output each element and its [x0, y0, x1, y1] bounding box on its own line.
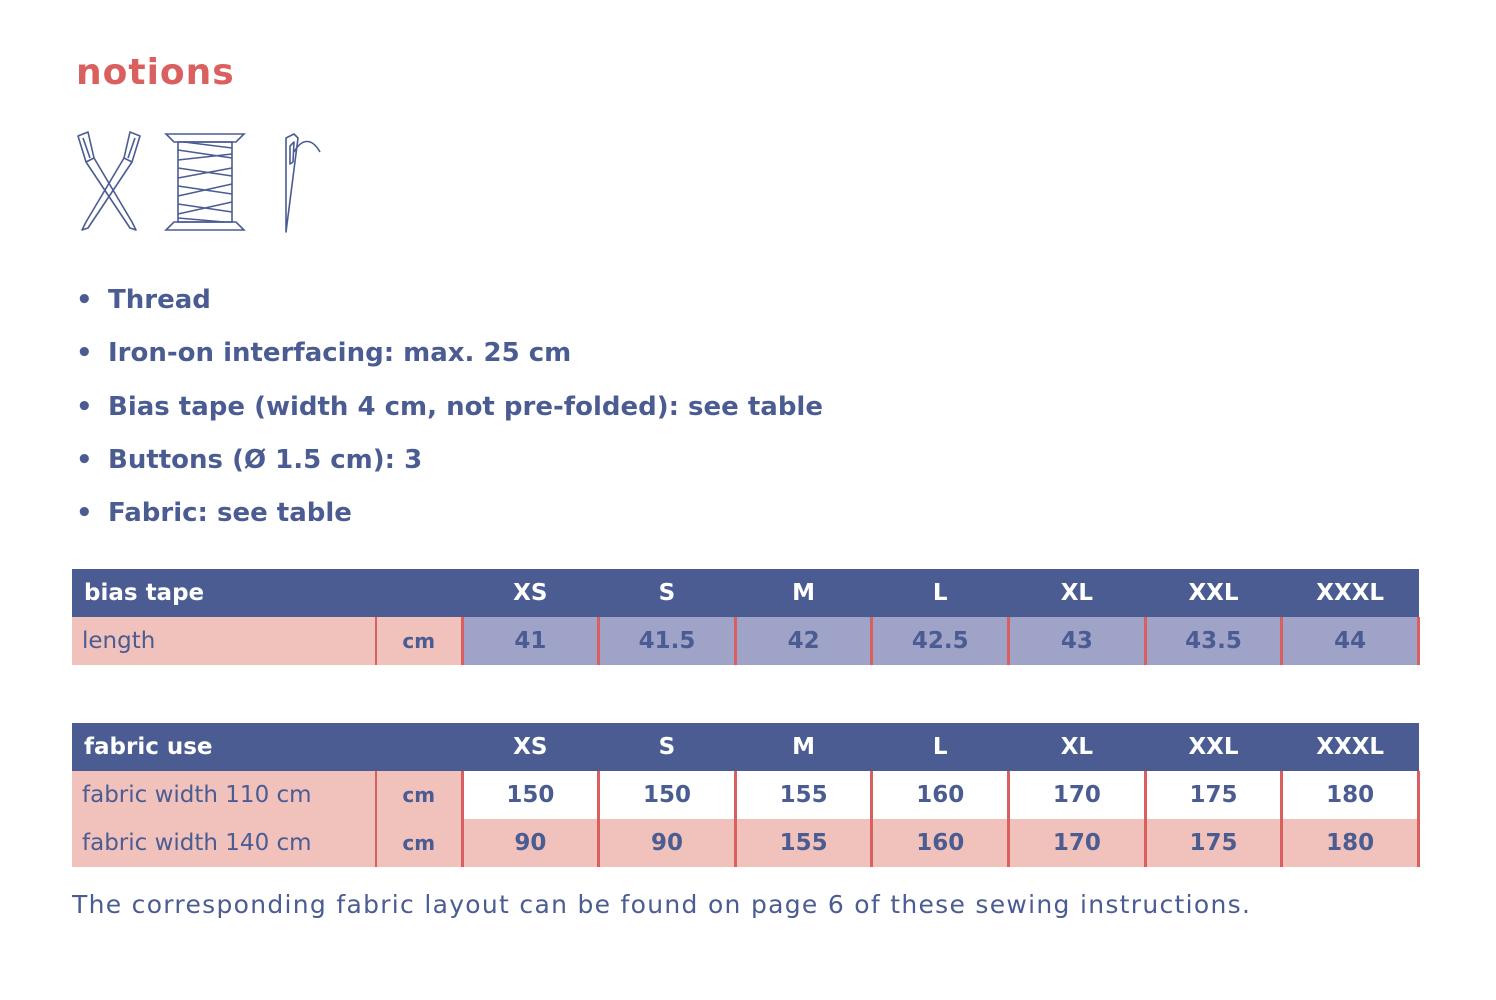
needle-icon	[272, 128, 324, 234]
row-unit: cm	[376, 819, 462, 867]
size-header: S	[599, 723, 736, 771]
table-cell: 90	[462, 819, 599, 867]
table-cell: 175	[1145, 771, 1282, 819]
bullet: •	[76, 338, 93, 369]
size-header: XL	[1009, 569, 1146, 617]
notion-thread: Thread	[108, 285, 211, 315]
table-cell: 170	[1009, 771, 1146, 819]
row-label: fabric width 110 cm	[72, 771, 376, 819]
table-cell: 43	[1009, 617, 1146, 665]
table-cell: 170	[1009, 819, 1146, 867]
table-cell: 41	[462, 617, 599, 665]
table-header-row	[72, 569, 1419, 617]
bullet: •	[76, 391, 93, 422]
notion-fabric: Fabric: see table	[108, 498, 352, 529]
notion-buttons: Buttons (Ø 1.5 cm): 3	[108, 444, 423, 475]
notions-icons	[74, 128, 334, 238]
size-header: XXL	[1145, 569, 1282, 617]
notions-list	[76, 280, 823, 546]
size-header: XXL	[1145, 723, 1282, 771]
table-row	[72, 617, 1419, 665]
table-cell: 155	[735, 819, 872, 867]
page-title: notions	[76, 52, 235, 93]
size-header: S	[599, 569, 736, 617]
row-label: length	[72, 617, 376, 665]
table-title: bias tape	[72, 569, 462, 617]
size-header: XL	[1009, 723, 1146, 771]
size-header: L	[872, 723, 1009, 771]
size-header: XXXL	[1282, 569, 1419, 617]
bullet: •	[76, 444, 93, 475]
list-item	[76, 440, 823, 493]
row-unit: cm	[376, 771, 462, 819]
size-header: M	[735, 569, 872, 617]
table-cell: 160	[872, 771, 1009, 819]
table-cell: 155	[735, 771, 872, 819]
table-cell: 41.5	[599, 617, 736, 665]
footnote: The corresponding fabric layout can be found on page 6 of these sewing instructions.	[72, 890, 1252, 919]
bias-tape-table	[72, 569, 1420, 665]
list-item	[76, 387, 823, 440]
bullet: •	[76, 285, 93, 315]
list-item	[76, 280, 823, 333]
size-header: XXXL	[1282, 723, 1419, 771]
table-title: fabric use	[72, 723, 462, 771]
thread-spool-icon	[164, 128, 246, 234]
size-header: L	[872, 569, 1009, 617]
table-row	[72, 771, 1419, 819]
size-header: XS	[462, 723, 599, 771]
bullet: •	[76, 498, 93, 529]
table-cell: 150	[599, 771, 736, 819]
table-cell: 180	[1282, 771, 1419, 819]
scissors-icon	[74, 128, 144, 234]
notion-interfacing: Iron-on interfacing: max. 25 cm	[108, 338, 572, 369]
table-cell: 42	[735, 617, 872, 665]
table-cell: 160	[872, 819, 1009, 867]
table-cell: 43.5	[1145, 617, 1282, 665]
table-cell: 44	[1282, 617, 1419, 665]
table-cell: 90	[599, 819, 736, 867]
notion-bias-tape: Bias tape (width 4 cm, not pre-folded): see table	[108, 391, 823, 422]
table-cell: 42.5	[872, 617, 1009, 665]
table-cell: 180	[1282, 819, 1419, 867]
size-header: XS	[462, 569, 599, 617]
table-row	[72, 819, 1419, 867]
table-header-row	[72, 723, 1419, 771]
table-cell: 150	[462, 771, 599, 819]
row-label: fabric width 140 cm	[72, 819, 376, 867]
table-cell: 175	[1145, 819, 1282, 867]
fabric-use-table	[72, 723, 1420, 867]
list-item	[76, 333, 823, 386]
size-header: M	[735, 723, 872, 771]
row-unit: cm	[376, 617, 462, 665]
list-item	[76, 493, 823, 546]
